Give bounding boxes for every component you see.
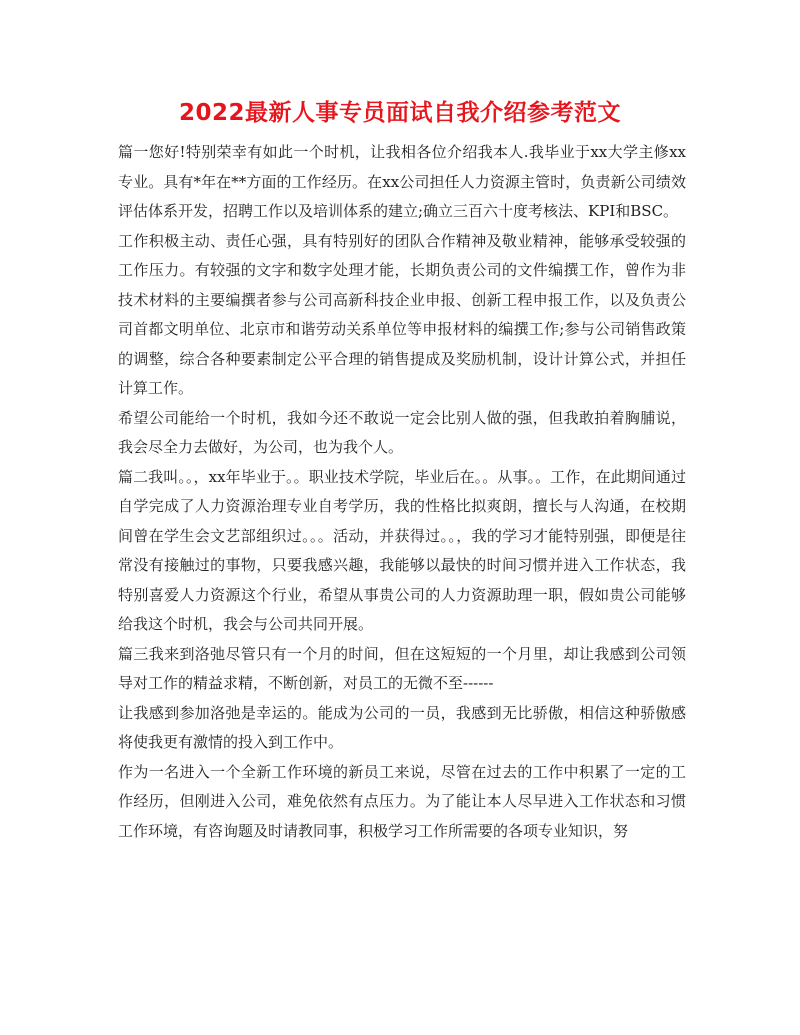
paragraph-5: 篇三我来到洛弛尽管只有一个月的时间，但在这短短的一个月里，却让我感到公司领导对工作的精益求精，不断创新，对员工的无微不至------ (118, 644, 686, 692)
paragraph-4: 篇二我叫。。，xx年毕业于。。职业技术学院，毕业后在。。从事。。工作，在此期间通过自学完成了人力资源治理专业自考学历，我的性格比拟爽朗，擅长与人沟通，在校期间曾在学生会文艺部组织过。。。活动，并获得过。。，我的学习才能特别强，即便是往常没有接触过的事物，只要我感兴趣，我能够以最快的时间习惯并进入工作状态，我特别喜爱人力资源这个行业，希望从事贵公司的人力资源助理一职，假如贵公司能够给我这个时机，我会与公司共同开展。 (118, 467, 686, 633)
paragraph-3: 希望公司能给一个时机，我如今还不敢说一定会比别人做的强，但我敢拍着胸脯说，我会尽全力去做好，为公司，也为我个人。 (118, 408, 686, 456)
paragraph-7: 作为一名进入一个全新工作环境的新员工来说，尽管在过去的工作中积累了一定的工作经历，但刚进入公司，难免依然有点压力。为了能让本人尽早进入工作状态和习惯工作环境，有咨询题及时请教同事，积极学习工作所需要的各项专业知识，努 (118, 762, 686, 840)
paragraph-2: 工作积极主动、责任心强，具有特别好的团队合作精神及敬业精神，能够承受较强的工作压力。有较强的文字和数字处理才能，长期负责公司的文件编撰工作，曾作为非技术材料的主要编撰者参与公司高新科技企业申报、创新工程申报工作，以及负责公司首都文明单位、北京市和谐劳动关系单位等申报材料的编撰工作;参与公司销售政策的调整，综合各种要素制定公平合理的销售提成及奖励机制，设计计算公式，并担任计算工作。 (118, 231, 686, 397)
document-title: 2022最新人事专员面试自我介绍参考范文 (178, 100, 621, 126)
document-body (118, 138, 686, 846)
paragraph-1: 篇一您好!特别荣幸有如此一个时机，让我相各位介绍我本人.我毕业于xx大学主修xx专业。具有*年在**方面的工作经历。在xx公司担任人力资源主管时，负责新公司绩效评估体系开发，招聘工作以及培训体系的建立;确立三百六十度考核法、KPI和BSC。 (118, 143, 686, 220)
paragraph-6: 让我感到参加洛弛是幸运的。能成为公司的一员，我感到无比骄傲，相信这种骄傲感将使我更有激情的投入到工作中。 (118, 703, 686, 751)
